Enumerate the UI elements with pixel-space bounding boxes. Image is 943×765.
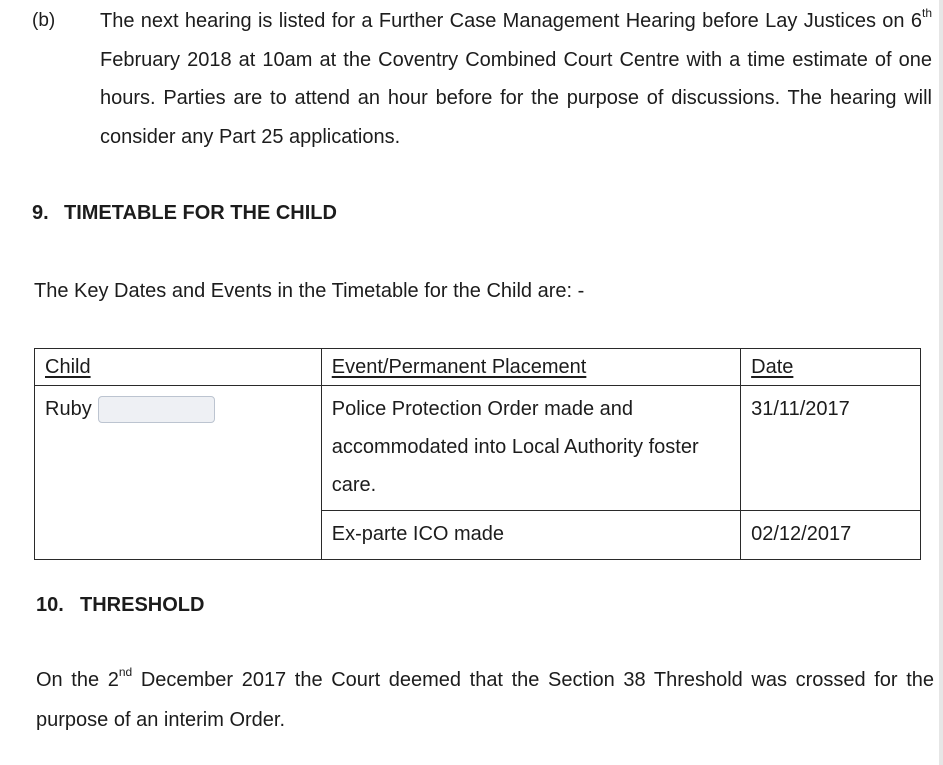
- section-title: THRESHOLD: [80, 594, 205, 616]
- section-10-heading: [36, 593, 204, 617]
- timetable-intro: The Key Dates and Events in the Timetable for the Child are: -: [34, 280, 585, 302]
- section-number: 9.: [32, 202, 49, 224]
- child-name: Ruby: [45, 398, 92, 420]
- threshold-text-part-2: December 2017 the Court deemed that the Section 38 Threshold was crossed for the purpose of an interim Order.: [36, 669, 934, 731]
- page-edge: [939, 0, 943, 765]
- table-row: [35, 386, 921, 511]
- ordinal-suffix: th: [921, 6, 932, 21]
- header-cell-date: [741, 349, 921, 386]
- section-9-heading: [32, 201, 337, 225]
- section-title: TIMETABLE FOR THE CHILD: [64, 202, 337, 224]
- threshold-paragraph: [36, 660, 934, 740]
- paragraph-b-text-part-2: February 2018 at 10am at the Coventry Combined Court Centre with a time estimate of one hours. Parties are to attend an hour before for the purpose of discussions. The hearing will consider any Part 25 applications.: [100, 48, 932, 148]
- redacted-name-box: [98, 396, 215, 423]
- table-header-row: [35, 349, 921, 386]
- paragraph-b-text-part-1: The next hearing is listed for a Further Case Management Hearing before Lay Justices on 6: [100, 10, 922, 32]
- header-date: Date: [751, 356, 794, 378]
- header-child: Child: [45, 356, 91, 378]
- paragraph-b: [32, 2, 937, 156]
- child-cell: [35, 386, 322, 560]
- threshold-text-part-1: On the 2: [36, 669, 119, 691]
- ordinal-suffix: nd: [118, 665, 133, 680]
- timetable-table: [34, 348, 921, 560]
- header-cell-child: [35, 349, 322, 386]
- paragraph-b-text: [100, 2, 932, 156]
- date-cell: 02/12/2017: [741, 511, 921, 560]
- section-number: 10.: [36, 594, 64, 616]
- header-cell-event: [321, 349, 740, 386]
- date-cell: 31/11/2017: [741, 386, 921, 511]
- event-cell: Ex-parte ICO made: [321, 511, 740, 560]
- paragraph-marker: (b): [32, 10, 56, 31]
- header-event: Event/Permanent Placement: [331, 356, 587, 378]
- event-cell: Police Protection Order made and accommodated into Local Authority foster care.: [321, 386, 740, 511]
